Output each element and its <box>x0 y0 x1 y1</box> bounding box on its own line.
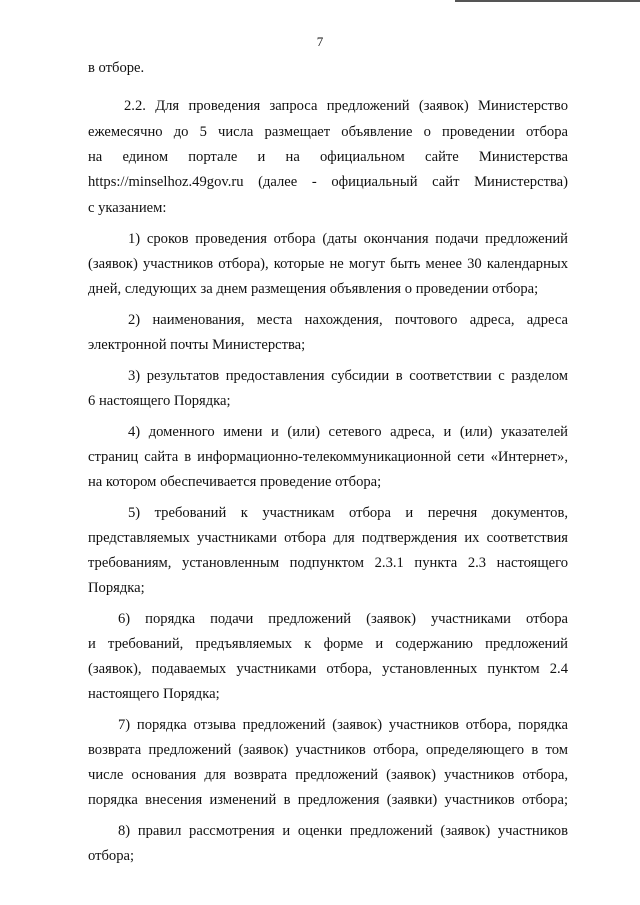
text-line: дней, следующих за днем размещения объявления о проведении отбора; <box>88 281 539 297</box>
text-line: https://minselhoz.49gov.ru (далее - официальный сайт Министерства) <box>88 174 568 190</box>
list-item-1: 1) сроков проведения отбора (даты окончания подачи предложений <box>128 231 568 247</box>
text-line: (заявок), подаваемых участниками отбора, установленных пунктом 2.4 <box>88 661 568 677</box>
list-item-3: 3) результатов предоставления субсидии в соответствии с разделом <box>128 368 568 384</box>
text-line: возврата предложений (заявок) участников отбора, определяющего в том <box>88 742 568 758</box>
text-line: 6 настоящего Порядка; <box>88 393 231 409</box>
text-line: числе основания для возврата предложений (заявок) участников отбора, <box>88 767 568 783</box>
paragraph-first-line: 2.2. Для проведения запроса предложений (заявок) Министерство <box>124 98 568 114</box>
list-item-7: 7) порядка отзыва предложений (заявок) участников отбора, порядка <box>118 717 568 733</box>
text-line: представляемых участниками отбора для подтверждения их соответствия <box>88 530 568 546</box>
list-item-4: 4) доменного имени и (или) сетевого адреса, и (или) указателей <box>128 424 568 440</box>
text-line: порядка внесения изменений в предложения (заявки) участников отбора; <box>88 792 568 808</box>
list-item-2: 2) наименования, места нахождения, почтового адреса, адреса <box>128 312 568 328</box>
text-line: с указанием: <box>88 200 167 216</box>
text-line: на едином портале и на официальном сайте Министерства <box>88 149 568 165</box>
list-item-5: 5) требований к участникам отбора и перечня документов, <box>128 505 568 521</box>
text-line: (заявок) участников отбора), которые не могут быть менее 30 календарных <box>88 256 568 272</box>
text-line: страниц сайта в информационно-телекоммуникационной сети «Интернет», <box>88 449 568 465</box>
list-item-8: 8) правил рассмотрения и оценки предложений (заявок) участников <box>118 823 568 839</box>
list-item-6: 6) порядка подачи предложений (заявок) участниками отбора <box>118 611 568 627</box>
page-number: 7 <box>316 34 324 49</box>
text-line: Порядка; <box>88 580 145 596</box>
text-line: настоящего Порядка; <box>88 686 220 702</box>
text-line: электронной почты Министерства; <box>88 337 306 353</box>
text-line: на котором обеспечивается проведение отбора; <box>88 474 382 490</box>
text-line: отбора; <box>88 848 135 864</box>
text-line: ежемесячно до 5 числа размещает объявление о проведении отбора <box>88 124 568 140</box>
text-line: требованиям, установленным подпунктом 2.3.1 пункта 2.3 настоящего <box>88 555 568 571</box>
text-line: в отборе. <box>88 60 145 76</box>
top-border-rule <box>455 0 640 2</box>
text-line: и требований, предъявляемых к форме и содержанию предложений <box>88 636 568 652</box>
